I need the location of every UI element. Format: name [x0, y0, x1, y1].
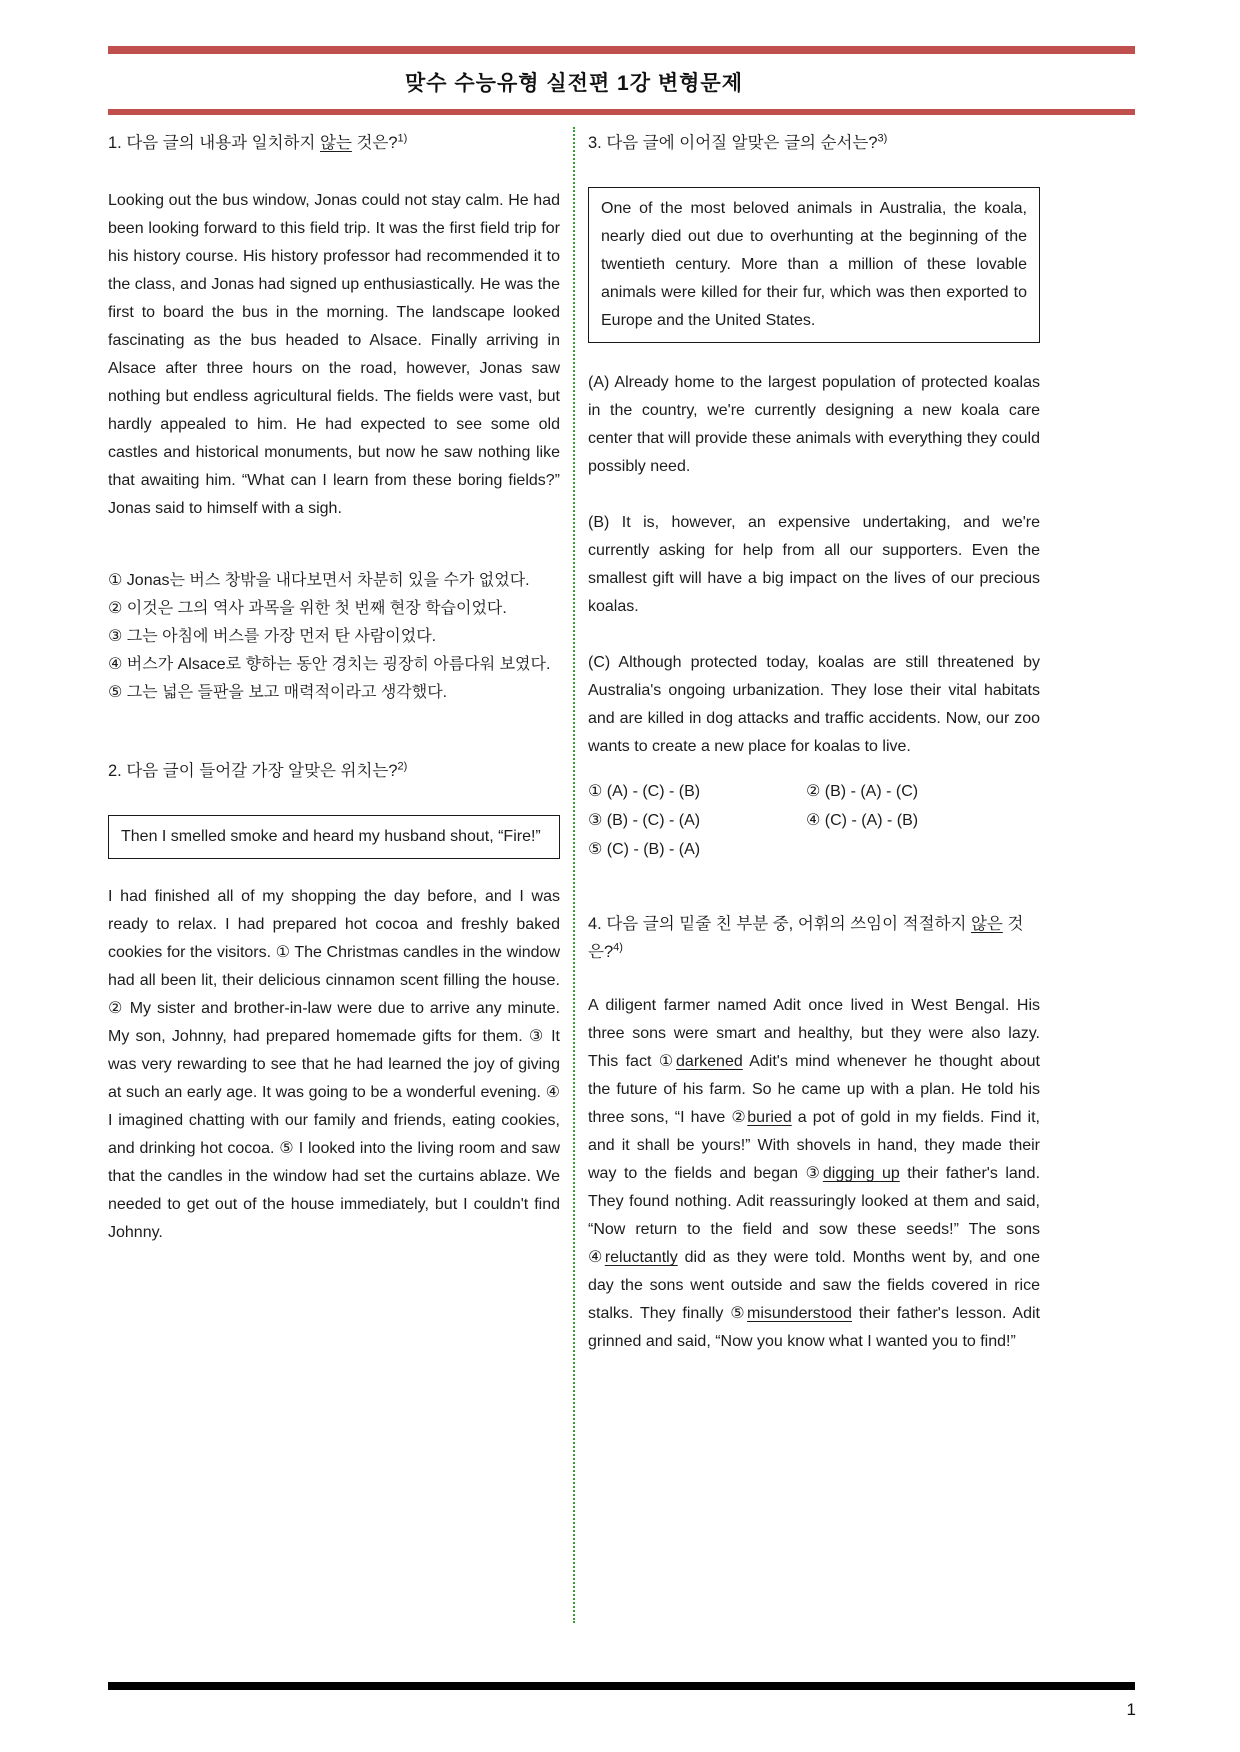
option-item: ⑤ (C) - (B) - (A): [588, 841, 701, 858]
option-item: ② 이것은 그의 역사 과목을 위한 첫 번째 현장 학습이었다.: [108, 600, 507, 617]
question-2-given-sentence: Then I smelled smoke and heard my husband shout, “Fire!”: [121, 828, 541, 845]
question-3-given-paragraph-box: [588, 187, 1040, 343]
question-2-passage: I had finished all of my shopping the day before, and I was ready to relax. I had prepared hot cocoa and freshly baked cookies for the visitors. ① The Christmas candles in the window had all been lit, their delicious cinnamon scent filling the house. ② My sister and brother-in-law were due to arrive any minute. My son, Johnny, had prepared homemade gifts for them. ③ It was very rewarding to see that he had learned the joy of giving at such an early age. It was going to be a wonderful evening. ④ I imagined chatting with our family and friends, eating cookies, and drinking hot cocoa. ⑤ I looked into the living room and saw that the candles in the window had set the curtains ablaze. We needed to get out of the house immediately, but I couldn't find Johnny.: [108, 888, 560, 1241]
question-3-paragraphs: [588, 369, 1040, 761]
option-item: ③ 그는 아침에 버스를 가장 먼저 탄 사람이었다.: [108, 628, 437, 645]
question-4-header: 4. 다음 글의 밑줄 친 부분 중, 어휘의 쓰임이 적절하지 않은 것은?$^{4)}$: [588, 915, 1024, 961]
page-number: 1: [1126, 1700, 1136, 1719]
two-column-layout: [108, 123, 1135, 1623]
question-1-passage: Looking out the bus window, Jonas could not stay calm. He had been looking forward to this field trip. It was the first field trip for his history course. His history professor had recommended it to the class, and Jonas had signed up enthusiastically. He was the first to board the bus in the morning. The landscape looked fascinating as the bus headed to Alsace. Finally arriving in Alsace after three hours on the road, however, Jonas saw nothing but endless agricultural fields. The fields were vast, but hardly appealed to him. He had expected to see some old castles and historical monuments, but now he saw nothing like that awaiting him. “What can I learn from these boring fields?” Jonas said to himself with a sigh.: [108, 192, 560, 517]
worksheet-page: [108, 46, 1135, 1623]
option-item: ① (A) - (C) - (B): [588, 783, 701, 800]
header-rule-bottom: [108, 109, 1135, 115]
question-1-options: [108, 567, 560, 707]
question-3-options: [588, 777, 1040, 864]
header-rule-top: [108, 46, 1135, 54]
option-item: ④ (C) - (A) - (B): [806, 812, 919, 829]
footer-rule: [108, 1682, 1135, 1690]
left-column: [108, 123, 560, 1623]
question-3-given-paragraph: One of the most beloved animals in Australia, the koala, nearly died out due to overhunting at the beginning of the twentieth century. More than a million of these lovable animals were killed for their fur, which was then exported to Europe and the United States.: [601, 200, 1027, 329]
question-3-header: 3. 다음 글에 이어질 알맞은 글의 순서는?$^{3)}$: [588, 132, 888, 152]
question-1-header: 1. 다음 글의 내용과 일치하지 않는 것은?$^{1)}$: [108, 132, 408, 152]
option-item: ① Jonas는 버스 창밖을 내다보면서 차분히 있을 수가 없었다.: [108, 572, 530, 589]
column-divider: [573, 127, 575, 1623]
question-2-given-sentence-box: [108, 815, 560, 859]
option-item: ④ 버스가 Alsace로 향하는 동안 경치는 굉장히 아름다워 보였다.: [108, 656, 551, 673]
page-title: 맞수 수능유형 실전편 1강 변형문제: [404, 72, 744, 95]
option-item: ② (B) - (A) - (C): [806, 783, 919, 800]
question-2-header: 2. 다음 글이 들어갈 가장 알맞은 위치는?$^{2)}$: [108, 760, 408, 780]
option-item: ⑤ 그는 넓은 들판을 보고 매력적이라고 생각했다.: [108, 684, 448, 701]
option-item: ③ (B) - (C) - (A): [588, 812, 701, 829]
paragraph-B: (B) It is, however, an expensive undertaking, and we're currently asking for help from all our supporters. Even the smallest gift will have a big impact on the lives of our precious koalas.: [588, 514, 1040, 615]
question-4-passage: A diligent farmer named Adit once lived in West Bengal. His three sons were smart and healthy, but they were also lazy. This fact ①darkened Adit's mind whenever he thought about the future of his farm. So he came up with a plan. He told his three sons, “I have ②buried a pot of gold in my fields. Find it, and it shall be yours!” With shovels in hand, they made their way to the fields and began ③digging up their father's land. They found nothing. Adit reassuringly looked at them and said, “Now return to the field and sow these seeds!” The sons ④reluctantly did as they were told. Months went by, and one day the sons went outside and saw the fields covered in rice stalks. They finally ⑤misunderstood their father's lesson. Adit grinned and said, “Now you know what I wanted you to find!”: [588, 997, 1041, 1350]
paragraph-C: (C) Although protected today, koalas are still threatened by Australia's ongoing urbanization. They lose their vital habitats and are killed in dog attacks and traffic accidents. Now, our zoo wants to create a new place for koalas to live.: [588, 654, 1040, 755]
paragraph-A: (A) Already home to the largest population of protected koalas in the country, we're currently designing a new koala care center that will provide these animals with everything they could possibly need.: [588, 374, 1040, 475]
right-column: [588, 123, 1040, 1623]
